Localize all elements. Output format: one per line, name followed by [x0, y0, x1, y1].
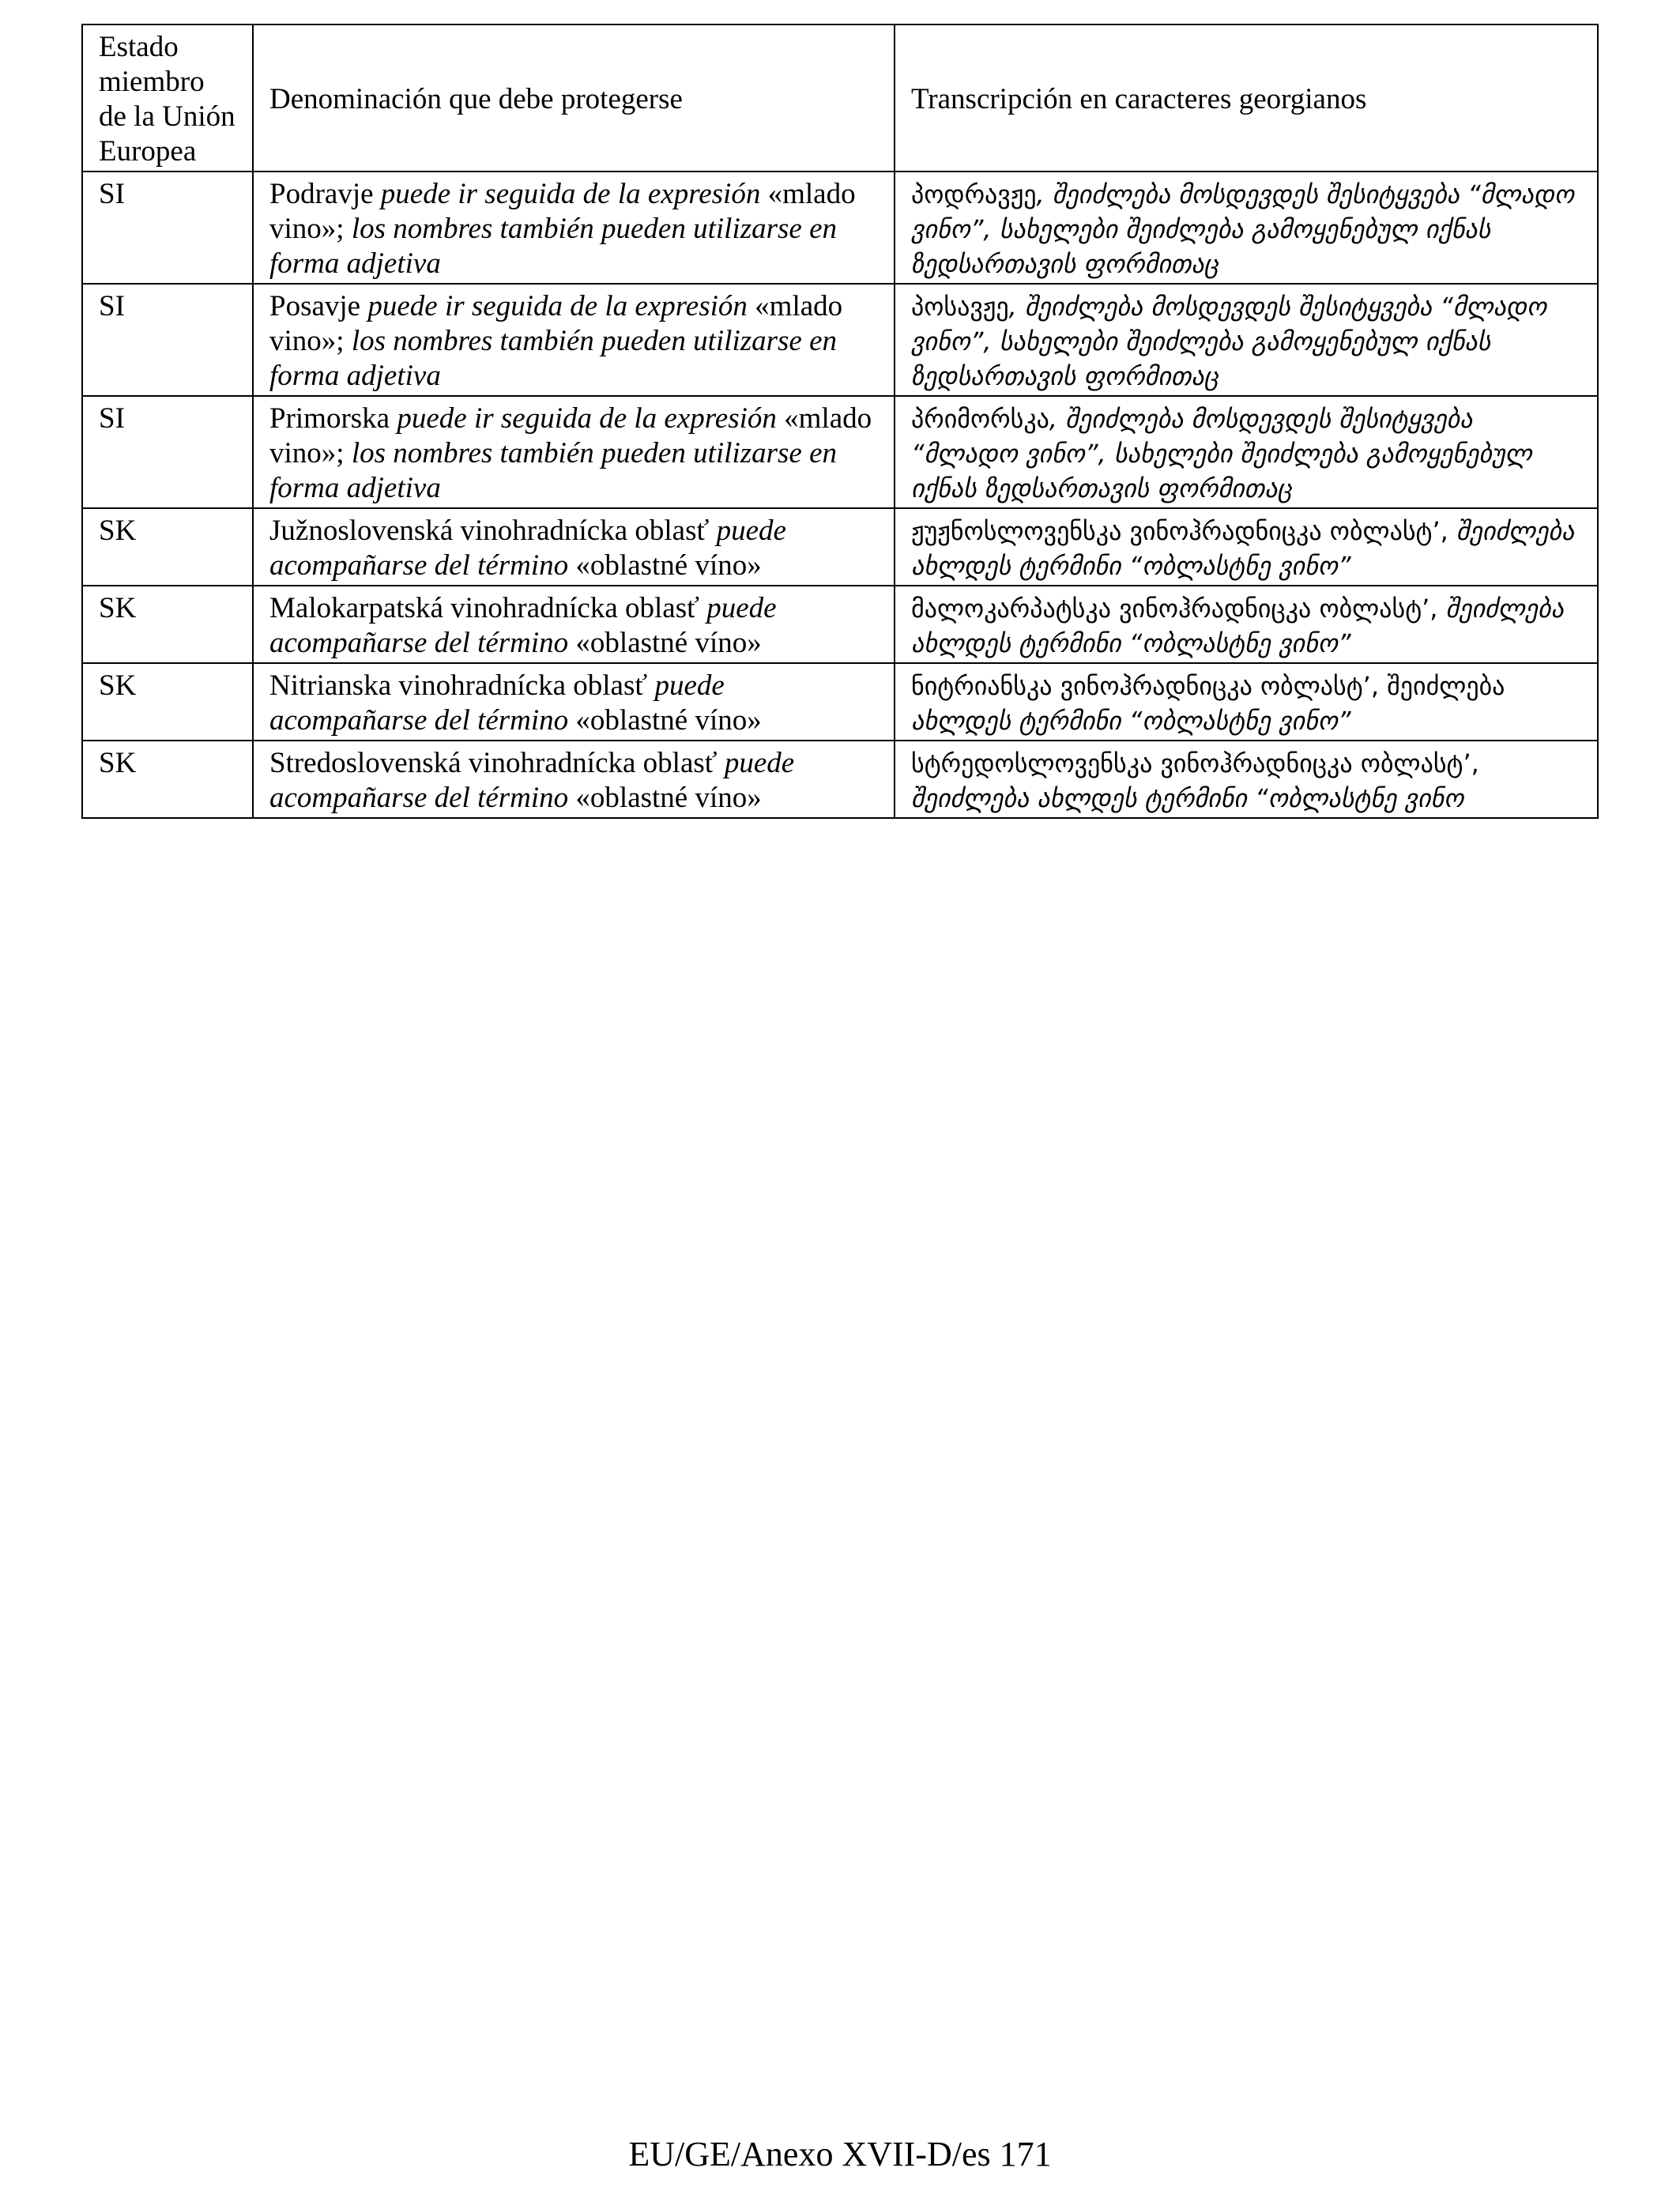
cell-designation [253, 172, 895, 284]
designation-name-quote: «oblastné víno» [575, 549, 762, 582]
designation-name-mid1: puede acompañarse del término [269, 592, 777, 659]
designation-name-quote: «oblastné víno» [575, 704, 762, 737]
designation-name-plain: Malokarpatská vinohradnícka oblasť [269, 592, 699, 624]
designation-name-plain: Stredoslovenská vinohradnícka oblasť [269, 747, 718, 779]
cell-designation [253, 741, 895, 818]
transcription-name: სტრედოსლოვენსკა ვინოჰრადნიცკა ობლასტ’, [911, 748, 1479, 778]
cell-designation [253, 508, 895, 586]
transcription-note: ახლდეს ტერმინი “ობლასტნე ვინო” [911, 706, 1351, 736]
cell-member-state: SK [82, 741, 253, 818]
designation-name-plain: Podravje [269, 178, 374, 210]
designation-name-mid2: los nombres también pueden utilizarse en forma adjetiva [269, 325, 838, 392]
designation-name-mid1: puede ir seguida de la expresión [390, 402, 785, 435]
designation-name-mid1: puede acompañarse del término [269, 669, 725, 737]
transcription-note: შეიძლება ახლდეს ტერმინი “ობლასტნე ვინო” [911, 516, 1575, 581]
table-row [82, 586, 1598, 663]
designation-name-plain: Nitrianska vinohradnícka oblasť [269, 669, 648, 702]
transcription-name: პოდრავჟე [911, 179, 1037, 209]
designation-name-quote: «oblastné víno» [575, 782, 762, 814]
cell-designation [253, 284, 895, 396]
table-header-row [82, 25, 1598, 172]
designation-name-mid1: puede acompañarse del término [269, 515, 786, 582]
cell-member-state: SI [82, 396, 253, 508]
designation-name-mid1: puede acompañarse del término [269, 747, 795, 814]
table-row [82, 396, 1598, 508]
header-designation: Denominación que debe protegerse [253, 25, 895, 172]
page-footer: EU/GE/Anexo XVII-D/es 171 [628, 2135, 1052, 2173]
cell-georgian-transcription [895, 663, 1598, 741]
cell-georgian-transcription [895, 396, 1598, 508]
designation-name-quote: «mlado vino»; [269, 290, 843, 357]
header-georgian-transcription: Transcripción en caracteres georgianos [895, 25, 1598, 172]
table-row [82, 284, 1598, 396]
transcription-name: პოსავჟე [911, 292, 1009, 322]
cell-member-state: SK [82, 586, 253, 663]
designation-name-mid2: los nombres también pueden utilizarse en forma adjetiva [269, 437, 838, 504]
designation-name-mid1: puede ir seguida de la expresión [360, 290, 755, 322]
designation-name-plain: Primorska [269, 402, 390, 435]
cell-designation [253, 586, 895, 663]
table-row [82, 663, 1598, 741]
cell-member-state: SI [82, 284, 253, 396]
cell-designation [253, 663, 895, 741]
cell-member-state: SI [82, 172, 253, 284]
transcription-name: მალოკარპატსკა ვინოჰრადნიცკა ობლასტ’, [911, 594, 1438, 624]
transcription-note: , შეიძლება მოსდევდეს შესიტყვება “მლადო ვინო”, სახელები შეიძლება გამოყენებულ იქნას ზედსართავის ფორმითაც [911, 404, 1532, 503]
designations-table [81, 24, 1599, 819]
transcription-note: , შეიძლება მოსდევდეს შესიტყვება “მლადო ვინო”, სახელები შეიძლება გამოყენებულ იქნას ზედსართავის ფორმითაც [911, 179, 1575, 279]
cell-georgian-transcription [895, 508, 1598, 586]
table-row [82, 172, 1598, 284]
cell-member-state: SK [82, 508, 253, 586]
cell-georgian-transcription [895, 172, 1598, 284]
cell-georgian-transcription [895, 284, 1598, 396]
transcription-note: , შეიძლება მოსდევდეს შესიტყვება “მლადო ვინო”, სახელები შეიძლება გამოყენებულ იქნას ზედსართავის ფორმითაც [911, 292, 1547, 391]
designation-name-plain: Južnoslovenská vinohradnícka oblasť [269, 515, 710, 547]
designation-name-mid1: puede ir seguida de la expresión [373, 178, 768, 210]
cell-designation [253, 396, 895, 508]
table-row [82, 741, 1598, 818]
cell-georgian-transcription [895, 586, 1598, 663]
cell-member-state: SK [82, 663, 253, 741]
header-member-state: Estado miembro de la Unión Europea [82, 25, 253, 172]
table-row [82, 508, 1598, 586]
transcription-name: პრიმორსკა [911, 404, 1049, 434]
designation-name-quote: «mlado vino»; [269, 402, 872, 469]
designation-name-mid2: los nombres también pueden utilizarse en forma adjetiva [269, 213, 838, 280]
transcription-name: ჟუჟნოსლოვენსკა ვინოჰრადნიცკა ობლასტ’, [911, 516, 1448, 546]
table-body [82, 172, 1598, 818]
transcription-note: შეიძლება ახლდეს ტერმინი “ობლასტნე ვინო [911, 783, 1464, 813]
transcription-note: შეიძლება ახლდეს ტერმინი “ობლასტნე ვინო” [911, 594, 1564, 658]
cell-georgian-transcription [895, 741, 1598, 818]
designation-name-quote: «mlado vino»; [269, 178, 856, 245]
transcription-name: ნიტრიანსკა ვინოჰრადნიცკა ობლასტ’, შეიძლება [911, 671, 1505, 701]
designation-name-plain: Posavje [269, 290, 361, 322]
designation-name-quote: «oblastné víno» [575, 627, 762, 659]
